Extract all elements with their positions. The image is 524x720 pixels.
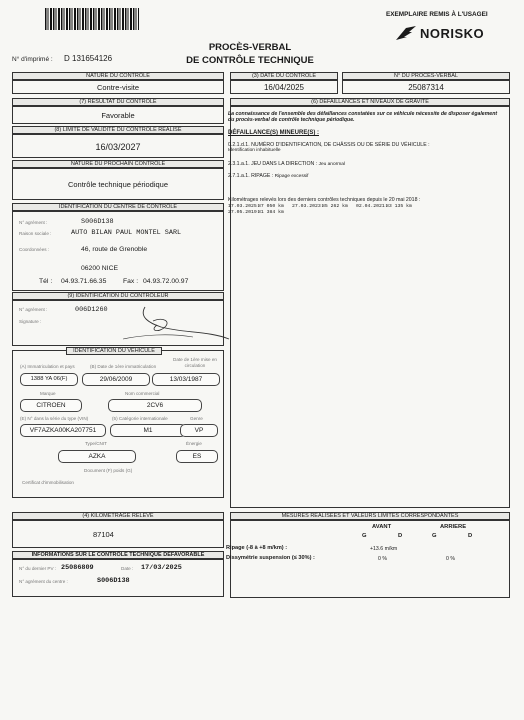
energy-value: ES — [176, 450, 218, 463]
center-company-label: Raison sociale : — [19, 231, 52, 236]
category-value: M1 — [110, 424, 186, 437]
mileage-box — [12, 520, 224, 548]
next-control-value: Contrôle technique périodique — [67, 180, 169, 189]
circulation-label: Date de 1ère mise en circulation — [173, 357, 217, 368]
suspension-label: Dissymétrie suspension (≤ 30%) : — [226, 555, 315, 561]
nature-header: NATURE DU CONTRÔLE — [12, 72, 224, 80]
first-reg-label: (B) Date de 1ère immatriculation — [90, 364, 157, 369]
rear-label: ARRIERE — [440, 524, 467, 530]
unfav-date-value: 17/03/2025 — [141, 564, 182, 572]
validity-box — [12, 134, 224, 158]
center-fax-label: Fax : — [123, 278, 139, 285]
controller-header: (9) IDENTIFICATION DU CONTRÔLEUR — [12, 292, 224, 300]
brand-name: NORISKO — [420, 26, 485, 41]
validity-header: (8) LIMITE DE VALIDITÉ DU CONTRÔLE RÉALISÉ — [12, 126, 224, 134]
mileage-header: (4) KILOMÉTRAGE RELEVÉ — [12, 512, 224, 520]
unfavorable-box — [12, 559, 224, 597]
defect-3-detail: Ripage excessif — [274, 174, 309, 179]
category-label: (5) Catégorie internationale — [112, 416, 168, 421]
suspension-rear-value: 0 % — [446, 556, 455, 562]
history-1-km: 87 050 km — [258, 204, 284, 209]
center-header: IDENTIFICATION DU CENTRE DE CONTRÔLE — [12, 203, 224, 211]
center-company-value: AUTO BILAN PAUL MONTEL SARL — [71, 229, 182, 237]
energy-label: Énergie — [186, 441, 202, 446]
print-label: N° d'imprimé : — [12, 56, 53, 63]
result-value: Favorable — [101, 111, 135, 120]
controller-signature-label: Signature : — [19, 319, 42, 324]
unfav-pv-label: N° du dernier PV : — [19, 566, 57, 571]
controller-box — [12, 300, 224, 346]
date-value: 16/04/2025 — [263, 83, 305, 92]
mileage-history-grid — [228, 204, 498, 216]
ripage-label: Ripage (-8 à +8 m/km) : — [226, 545, 288, 551]
ripage-value: +13.6 m/km — [370, 546, 398, 552]
history-3-date: 02.04.2021: — [356, 204, 388, 209]
validity-value: 16/03/2027 — [95, 142, 141, 152]
defect-3-code: 2.7.1.a.1. — [228, 173, 250, 179]
center-agreement-value: S006D138 — [81, 218, 114, 226]
defect-1-text: NUMÉRO D'IDENTIFICATION, DE CHÂSSIS OU DE SÉRIE DU VÉHICULE : — [251, 142, 430, 148]
result-box — [12, 106, 224, 124]
history-3-km: 83 135 km — [386, 204, 412, 209]
nature-value: Contre-visite — [96, 83, 140, 92]
history-2-km: 85 262 km — [322, 204, 348, 209]
type-label: Type/CNIT — [85, 441, 107, 446]
title-line-1: PROCÈS-VERBAL — [208, 42, 292, 53]
pv-value: 25087314 — [408, 83, 444, 92]
center-box — [12, 211, 224, 291]
barcode — [45, 8, 139, 30]
nature-box — [12, 80, 224, 94]
history-4-km: 81 384 km — [258, 210, 284, 215]
front-label: AVANT — [372, 524, 392, 530]
circulation-value: 13/03/1987 — [152, 373, 220, 386]
model-label: Nom commercial — [125, 391, 160, 396]
center-tel-value: 04.93.71.66.35 — [61, 278, 107, 285]
unfav-date-label: Date : — [121, 566, 134, 571]
mileage-history-intro: Kilométrages relevés lors des derniers contrôles techniques depuis le 20 mai 2018 : — [228, 197, 421, 203]
center-address-label: Coordonnées : — [19, 247, 50, 252]
controller-agreement-label: N° agrément : — [19, 307, 48, 312]
center-tel-label: Tél : — [39, 278, 53, 285]
result-header: (7) RÉSULTAT DU CONTRÔLE — [12, 98, 224, 106]
front-g-label: G — [362, 533, 367, 539]
copy-note: EXEMPLAIRE REMIS À L'USAGEI — [386, 11, 488, 18]
next-control-header: NATURE DU PROCHAIN CONTRÔLE — [12, 160, 224, 168]
genre-value: VP — [180, 424, 218, 437]
unfavorable-header: INFORMATIONS SUR LE CONTRÔLE TECHNIQUE DÉFAVORABLE — [12, 551, 224, 559]
defect-1-detail: Identification inhabituelle — [228, 148, 281, 154]
unfav-center-value: S006D138 — [97, 577, 130, 585]
center-agreement-label: N° agrément : — [19, 220, 48, 225]
genre-label: Genre — [190, 416, 203, 421]
page-title — [160, 41, 340, 67]
pv-box — [342, 80, 510, 94]
defect-item-1 — [228, 142, 498, 155]
title-line-2: DE CONTRÔLE TECHNIQUE — [186, 55, 314, 66]
make-label: Marque — [40, 391, 56, 396]
minor-heading: DÉFAILLANCE(S) MINEURE(S) : — [228, 130, 319, 136]
first-reg-value: 29/06/2009 — [82, 373, 150, 386]
make-value: CITROEN — [20, 399, 82, 412]
defects-header: (6) DÉFAILLANCES ET NIVEAUX DE GRAVITÉ — [230, 98, 510, 106]
defect-2-text: JEU DANS LA DIRECTION : — [251, 161, 318, 167]
model-value: 2CV6 — [108, 399, 202, 412]
norisko-logo — [395, 24, 505, 44]
unfav-center-label: N° agrément du centre : — [19, 579, 68, 584]
mileage-value: 87104 — [93, 530, 114, 539]
defects-intro: La connaissance de l'ensemble des défaillances constatées sur ce véhicule nécessite de disposer également du procès-verbal de contrôle technique périodique. — [228, 111, 498, 124]
unfav-pv-value: 25086809 — [61, 564, 94, 572]
date-header: (3) DATE DU CONTRÔLE — [230, 72, 338, 80]
vin-label: (E) N° dans la série du type (VIN) — [20, 416, 89, 421]
reg-value: 1388 YA 06(F) — [20, 373, 78, 386]
suspension-front-value: 0 % — [378, 556, 387, 562]
print-number: D 131654126 — [64, 54, 113, 63]
center-fax-value: 04.93.72.00.97 — [143, 278, 189, 285]
rear-g-label: G — [432, 533, 437, 539]
controller-signature — [113, 303, 233, 343]
defect-item-3 — [228, 173, 309, 179]
defect-2-detail: Jeu anormal — [318, 162, 345, 167]
defect-3-text: RIPAGE : — [251, 173, 274, 179]
history-2-date: 27.03.2023: — [292, 204, 324, 209]
bird-logo-icon — [395, 25, 417, 43]
center-address-value: 46, route de Grenoble — [81, 246, 148, 253]
date-box — [230, 80, 338, 94]
reg-label: (A) Immatriculation et pays — [20, 364, 75, 369]
front-d-label: D — [398, 533, 403, 539]
vehicle-header: IDENTIFICATION DU VÉHICULE — [66, 347, 162, 355]
defect-1-code: 0.2.1.d.1. — [228, 142, 250, 148]
defect-item-2 — [228, 161, 345, 167]
immob-label: Certificat d'immobilisation — [22, 480, 74, 485]
rear-d-label: D — [468, 533, 473, 539]
measures-header: MESURES RÉALISÉES ET VALEURS LIMITES CORRESPONDANTES — [230, 512, 510, 520]
center-city-value: 06200 NICE — [81, 265, 119, 272]
pv-header: N° DU PROCÈS-VERBAL — [342, 72, 510, 80]
weight-label: Document (F) poids (G) — [84, 468, 133, 473]
defect-2-code: 2.3.1.a.1. — [228, 161, 250, 167]
vin-value: VF7AZKA00KA207751 — [20, 424, 106, 437]
controller-agreement-value: 006D1260 — [75, 306, 108, 314]
history-1-date: 17.03.2025: — [228, 204, 260, 209]
type-value: AZKA — [58, 450, 136, 463]
history-4-date: 27.05.2019: — [228, 210, 260, 215]
next-control-box — [12, 168, 224, 200]
